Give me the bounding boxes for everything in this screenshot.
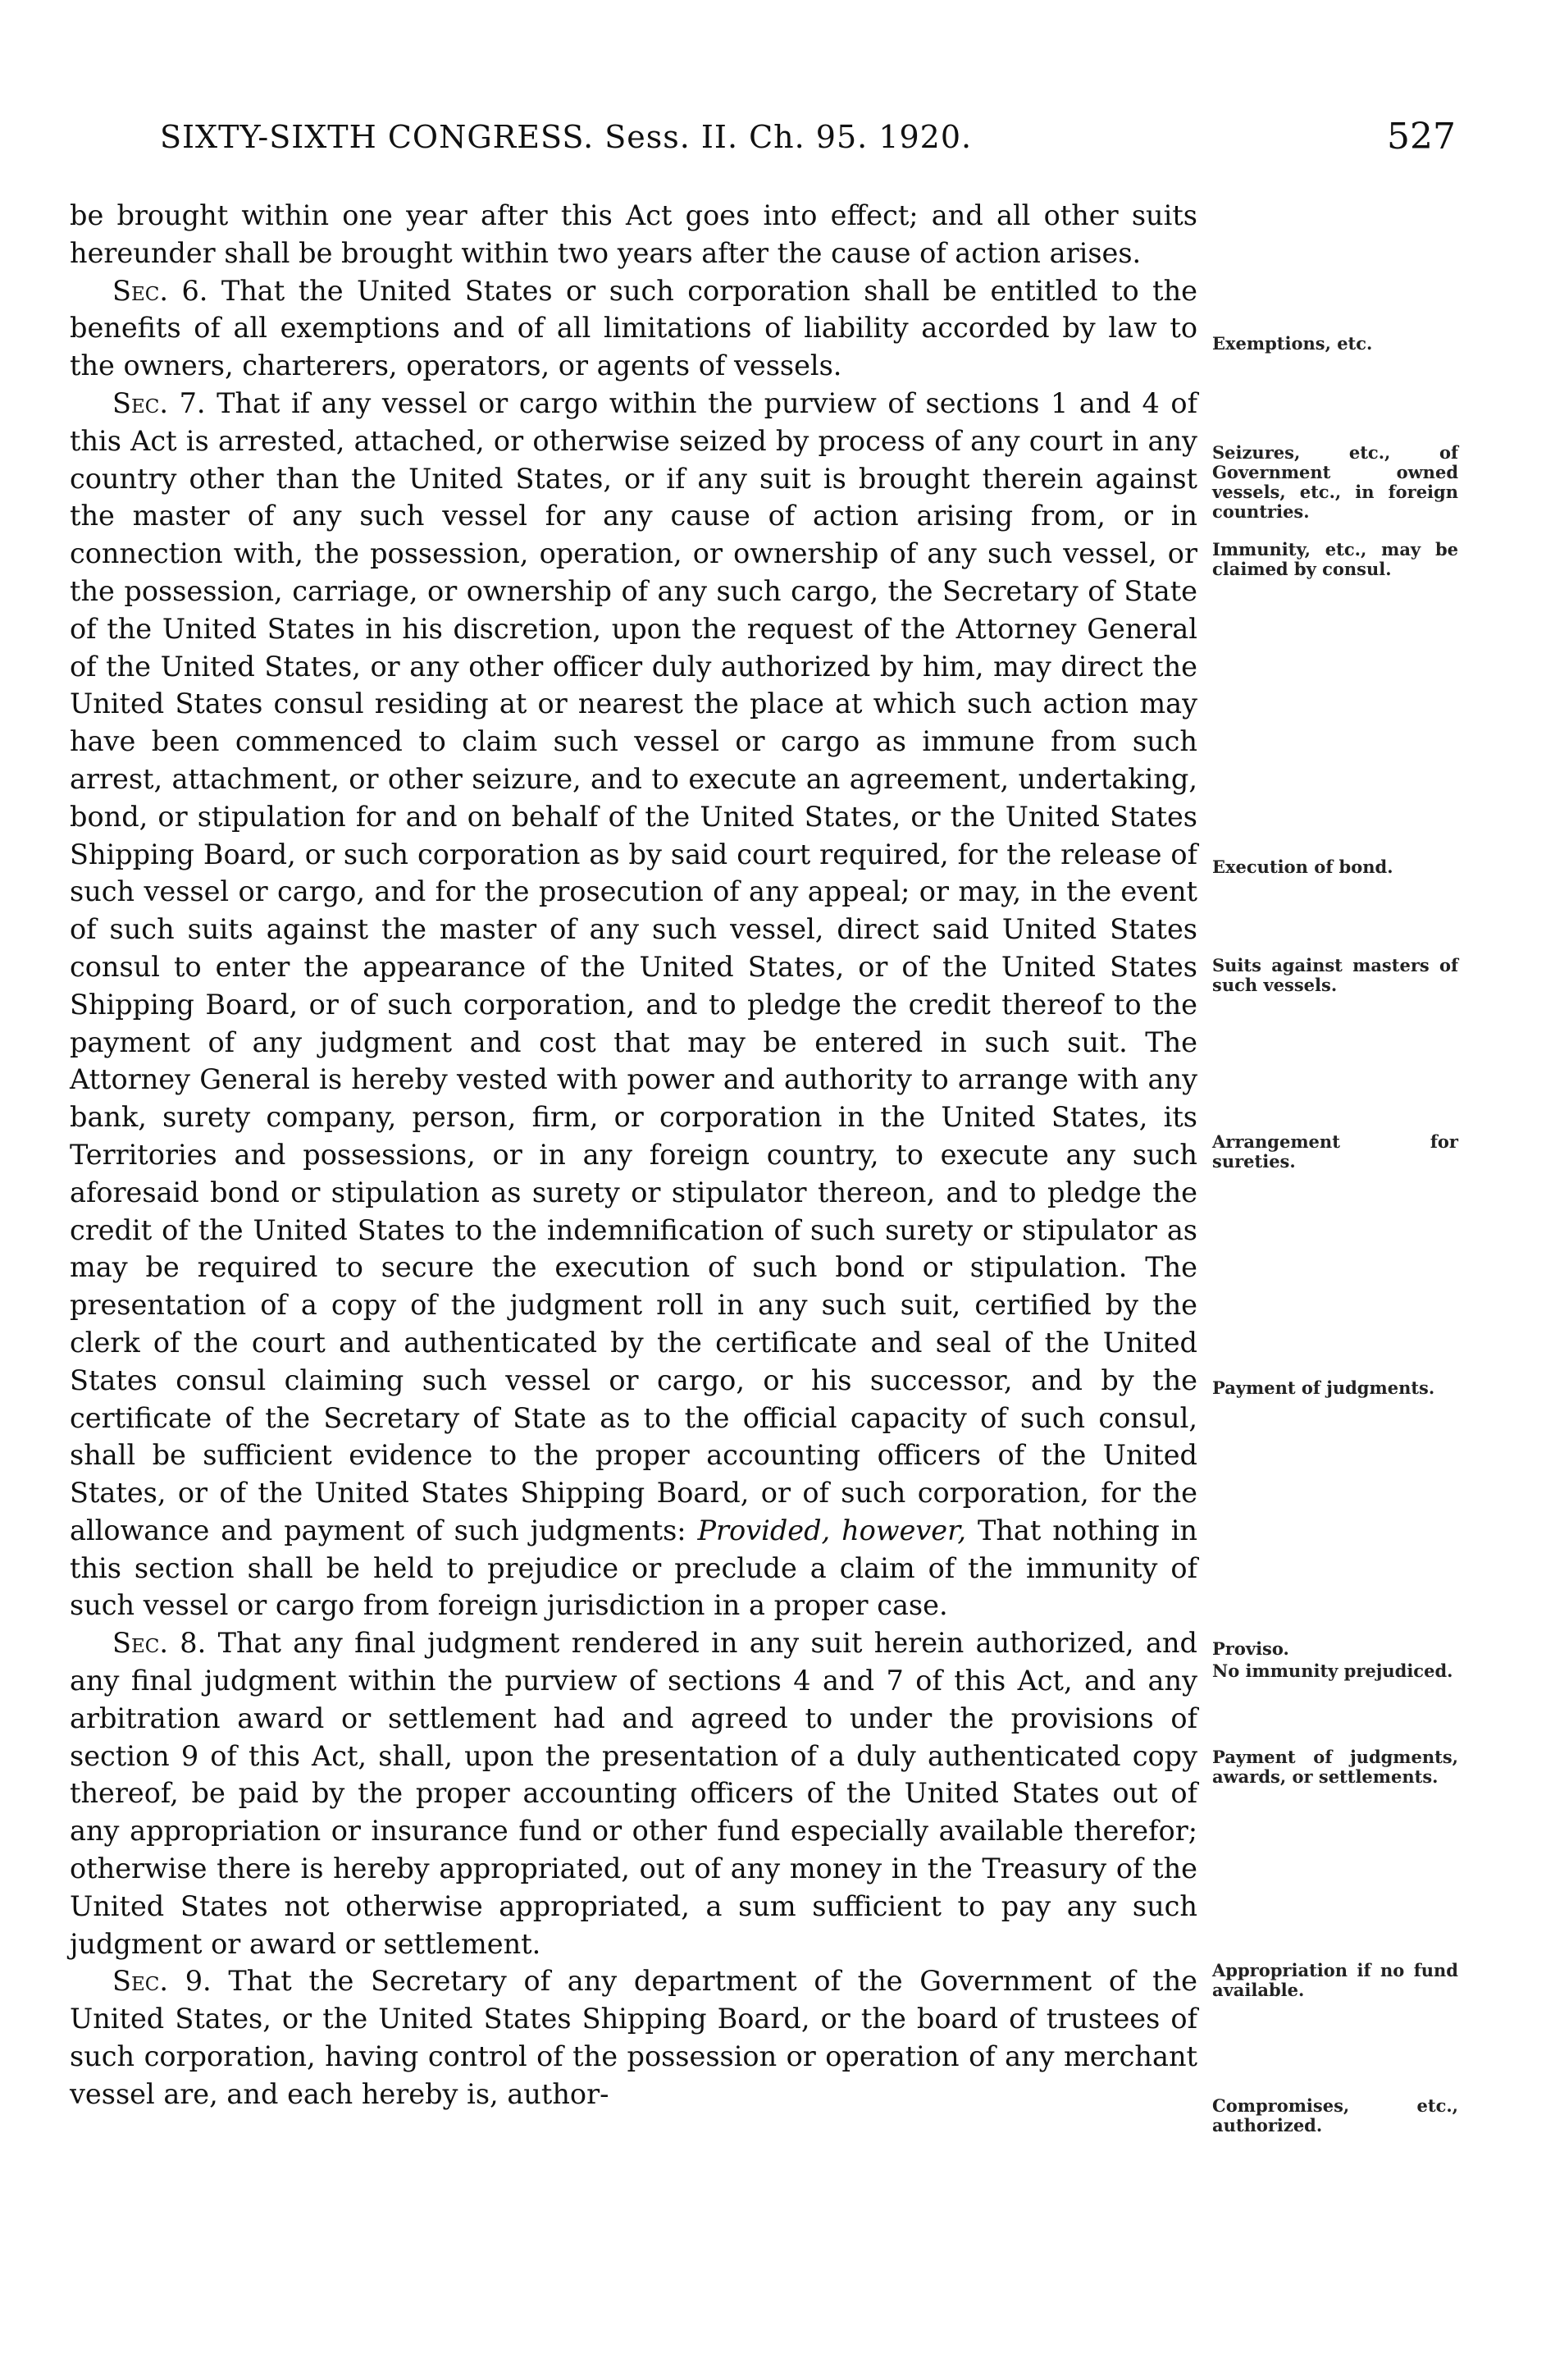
section-text: That the Secretary of any department of the Government of the United States, or the United States Shipping Board, or the board of trustees of such corporation, having control of the possession or operation of any merchant vessel are, and each hereby is, author- — [70, 1965, 1197, 2110]
margin-note-execution-bond: Execution of bond. — [1212, 857, 1393, 877]
continued-paragraph: be brought within one year after this Act goes into effect; and all other suits hereunder shall be brought within two years after the cause of action arises. — [70, 199, 1197, 269]
section-6 — [70, 272, 1197, 385]
margin-note-proviso: Proviso. — [1212, 1638, 1289, 1659]
section-label: Sec. 9. — [112, 1965, 212, 1998]
margin-note-no-immunity: No immunity prejudiced. — [1212, 1661, 1453, 1681]
margin-note-payment-judgments: Payment of judgments. — [1212, 1377, 1435, 1398]
section-text: That the United States or such corporation shall be entitled to the benefits of all exemptions and of all limitations of liability accorded by law to the owners, charterers, operators, or agents of vessels. — [70, 274, 1197, 382]
page-number: 527 — [1387, 116, 1456, 158]
section-text-continued: That nothing in this section shall be held to prejudice or preclude a claim of the immunity of such vessel or cargo from foreign jurisdiction in a proper case. — [70, 1514, 1197, 1622]
margin-note-seizures: Seizures, etc., of Government owned vessels, etc., in foreign countries. — [1212, 442, 1458, 522]
margin-note-compromises: Compromises, etc., authorized. — [1212, 2095, 1458, 2136]
page-header — [160, 111, 1456, 160]
section-9 — [70, 1962, 1197, 2113]
section-8 — [70, 1624, 1197, 1962]
margin-note-appropriation: Appropriation if no fund available. — [1212, 1960, 1458, 2000]
margin-note-suits-masters: Suits against masters of such vessels. — [1212, 955, 1458, 995]
margin-note-sureties: Arrangement for sureties. — [1212, 1131, 1458, 1172]
section-label: Sec. 8. — [112, 1627, 207, 1660]
section-text: That if any vessel or cargo within the purview of sections 1 and 4 of this Act is arrested, attached, or otherwise seized by process of any court in any country other than the United States, or if any suit is brought therein against the master of any such vessel for any cause of action arising from, or in connection with, the possession, operation, or ownership of any such vessel, or the possession, carriage, or ownership of any such cargo, the Secretary of State of the United States in his discretion, upon the request of the Attorney General of the United States, or any other officer duly authorized by him, may direct the United States consul residing at or nearest the place at which such action may have been commenced to claim such vessel or cargo as immune from such arrest, attachment, or other seizure, and to execute an agreement, undertaking, bond, or stipulation for and on behalf of the United States, or the United States Shipping Board, or such corporation as by said court required, for the release of such vessel or cargo, and for the prosecution of any appeal; or may, in the event of such suits against the master of any such vessel, direct said United States consul to enter the appearance of the United States, or of the United States Shipping Board, or of such corporation, and to pledge the credit thereof to the payment of any judgment and cost that may be entered in such suit. The Attorney General is hereby vested with power and authority to arrange with any bank, surety company, person, firm, or corporation in the United States, its Territories and possessions, or in any foreign country, to execute any such aforesaid bond or stipulation as surety or stipulator thereon, and to pledge the credit of the United States to the indemnification of such surety or stipulator as may be required to secure the execution of such bond or stipulation. The presentation of a copy of the judgment roll in any such suit, certified by the clerk of the court and authenticated by the certificate and seal of the United States consul claiming such vessel or cargo, or his successor, and by the certificate of the Secretary of State as to the official capacity of such consul, shall be sufficient evidence to the proper accounting officers of the United States, or of the United States Shipping Board, or of such corporation, for the allowance and payment of such judgments: — [70, 386, 1197, 1546]
section-label: Sec. 7. — [112, 386, 206, 419]
section-text: That any final judgment rendered in any suit herein authorized, and any final judgment within the purview of sections 4 and 7 of this Act, and any arbitration award or settlement had and agreed to under the provisions of section 9 of this Act, shall, upon the presentation of a duly authenticated copy thereof, be paid by the proper accounting officers of the United States out of any appropriation or insurance fund or other fund especially available therefor; otherwise there is hereby appropriated, out of any money in the Treasury of the United States not otherwise appropriated, a sum sufficient to pay any such judgment or award or settlement. — [70, 1627, 1197, 1960]
section-label: Sec. 6. — [112, 274, 208, 307]
margin-note-immunity: Immunity, etc., may be claimed by consul. — [1212, 539, 1458, 579]
margin-note-payment-awards: Payment of judgments, awards, or settlements. — [1212, 1747, 1458, 1787]
proviso-phrase: Provided, however, — [697, 1514, 967, 1546]
margin-note-exemptions: Exemptions, etc. — [1212, 333, 1373, 354]
section-7 — [70, 385, 1197, 1624]
main-text — [70, 197, 1197, 2113]
running-head: SIXTY-SIXTH CONGRESS. Sess. II. Ch. 95. 1920. — [160, 119, 973, 155]
